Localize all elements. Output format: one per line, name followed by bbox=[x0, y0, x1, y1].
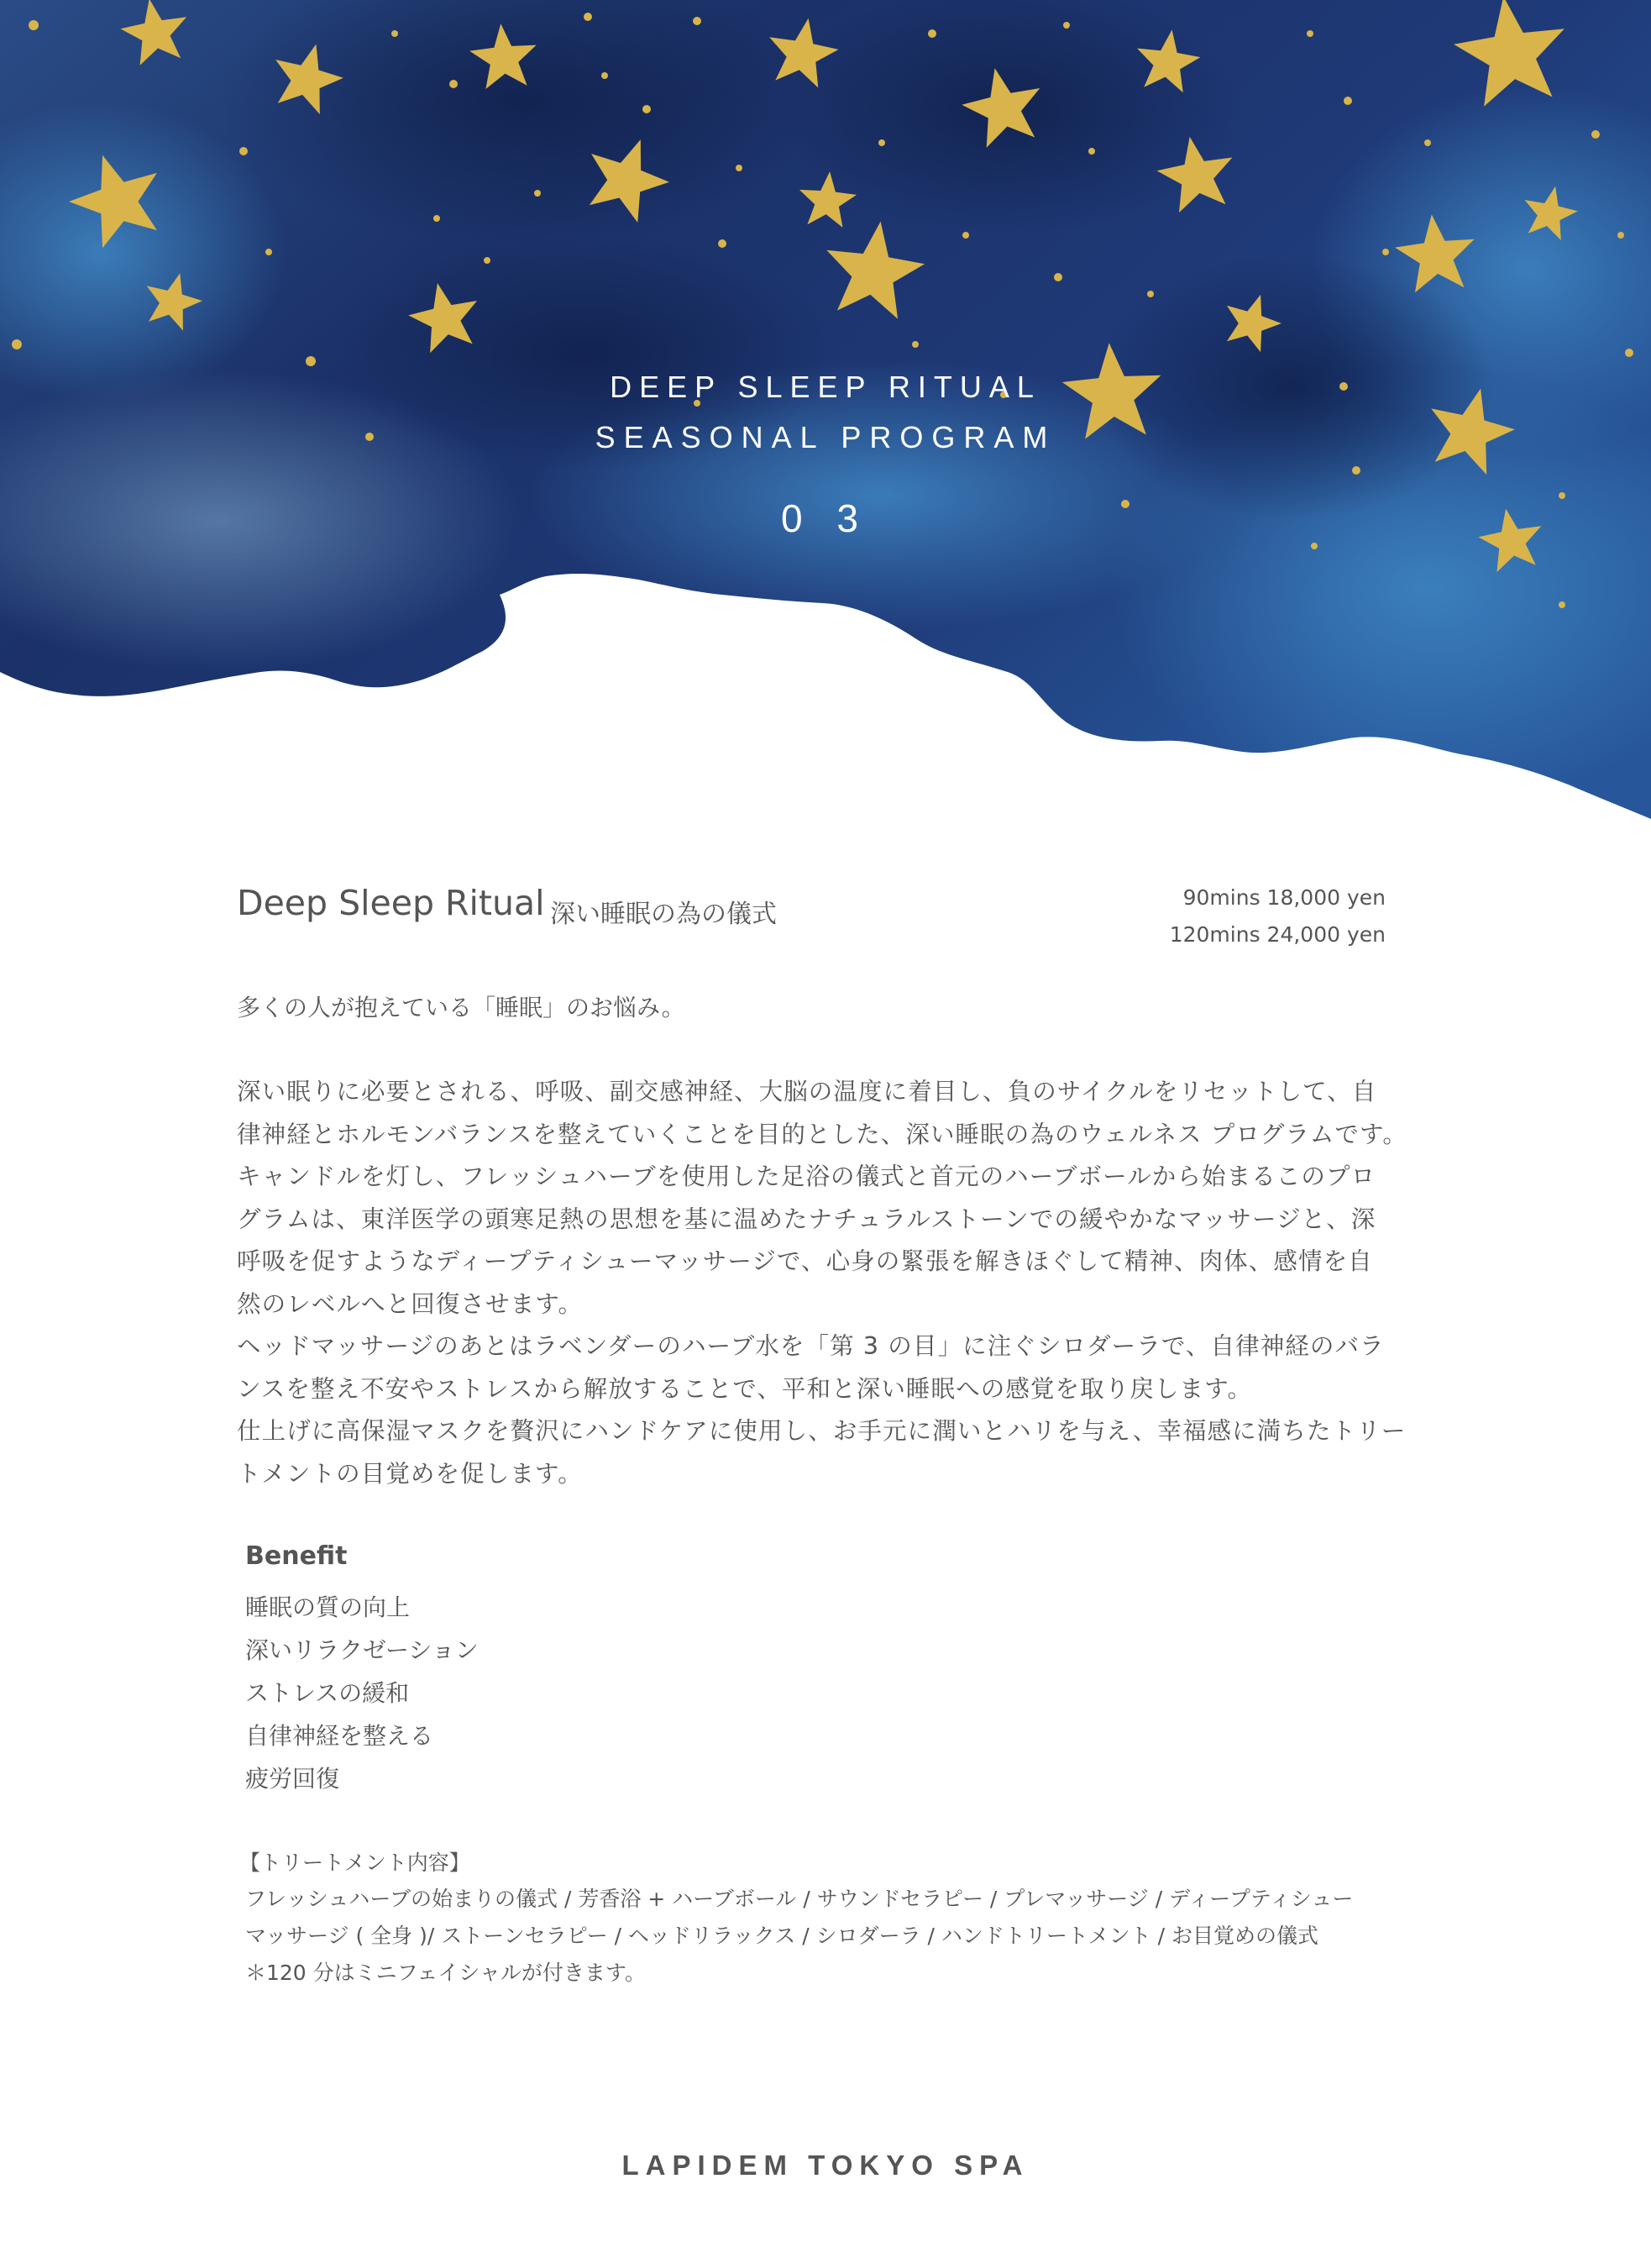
gold-dot bbox=[1344, 97, 1352, 105]
program-subtitle: 深い睡眠の為の儀式 bbox=[550, 900, 777, 929]
description-line: 深い眠りに必要とされる、呼吸、副交感神経、大脳の温度に着目し、負のサイクルをリセットして、自 bbox=[237, 1078, 1377, 1105]
gold-dot bbox=[642, 105, 651, 113]
price-120: 120mins 24,000 yen bbox=[1169, 922, 1386, 947]
gold-dot bbox=[1063, 22, 1070, 29]
benefit-item: 自律神経を整える bbox=[245, 1722, 434, 1750]
gold-dot bbox=[1307, 30, 1313, 37]
hero-number: 0 3 bbox=[781, 496, 870, 540]
benefit-item: 睡眠の質の向上 bbox=[245, 1593, 411, 1621]
benefit-list bbox=[245, 1586, 479, 1800]
hero-title: DEEP SLEEP RITUAL bbox=[610, 370, 1041, 404]
gold-dot bbox=[1311, 543, 1318, 549]
gold-dot bbox=[265, 249, 272, 255]
gold-dot bbox=[962, 232, 969, 239]
description-line: グラムは、東洋医学の頭寒足熱の思想を基に温めたナチュラルストーンでの緩やかなマッサージと、深 bbox=[237, 1205, 1376, 1233]
gold-dot bbox=[433, 215, 440, 222]
lead-text: 多くの人が抱えている「睡眠」のお悩み。 bbox=[237, 994, 685, 1021]
gold-dot bbox=[928, 29, 936, 38]
description-line: 呼吸を促すようなディープティシューマッサージで、心身の緊張を解きほぐして精神、肉体、感情を自 bbox=[237, 1247, 1373, 1275]
benefit-item: 疲労回復 bbox=[245, 1765, 340, 1793]
benefit-heading: Benefit bbox=[245, 1541, 348, 1571]
treatment-line: マッサージ ( 全身 )/ ストーンセラピー / ヘッドリラックス / シロダーラ / ハンドトリートメント / お目覚めの儀式 bbox=[245, 1924, 1318, 1948]
gold-dot bbox=[449, 80, 458, 88]
gold-dot bbox=[484, 257, 490, 264]
gold-dot bbox=[1054, 273, 1062, 281]
description-line: トメントの目覚めを促します。 bbox=[237, 1459, 583, 1488]
gold-dot bbox=[1424, 139, 1431, 146]
gold-dot bbox=[1625, 349, 1633, 357]
gold-dot bbox=[718, 239, 726, 248]
gold-dot bbox=[1147, 291, 1154, 297]
gold-dot bbox=[29, 20, 39, 30]
gold-dot bbox=[1591, 130, 1600, 139]
hero-subtitle: SEASONAL PROGRAM bbox=[595, 420, 1056, 454]
benefit-item: 深いリラクゼーション bbox=[245, 1636, 479, 1664]
treatment-line: ＊120 分はミニフェイシャルが付きます。 bbox=[245, 1961, 646, 1985]
gold-dot bbox=[239, 147, 248, 155]
treatment-content bbox=[245, 1881, 1353, 1992]
description-line: 律神経とホルモンバランスを整えていくことを目的とした、深い睡眠の為のウェルネス プログラムです。 bbox=[237, 1120, 1407, 1148]
gold-dot bbox=[736, 165, 742, 171]
gold-dot bbox=[584, 13, 592, 21]
program-title: Deep Sleep Ritual bbox=[237, 883, 545, 923]
gold-dot bbox=[1352, 466, 1360, 475]
gold-dot bbox=[1088, 148, 1095, 155]
description-line: 然のレベルへと回復させます。 bbox=[237, 1289, 584, 1318]
description-line: キャンドルを灯し、フレッシュハーブを使用した足浴の儀式と首元のハーブボールから始まるこのプロ bbox=[237, 1163, 1376, 1190]
description-line: ンスを整え不安やストレスから解放することで、平和と深い睡眠への感覚を取り戻します。 bbox=[237, 1374, 1253, 1403]
gold-dot bbox=[1617, 232, 1624, 239]
gold-dot bbox=[306, 356, 316, 366]
gold-dot bbox=[878, 139, 885, 146]
description-line: 仕上げに高保湿マスクを贅沢にハンドケアに使用し、お手元に潤いとハリを与え、幸福感に満ちたトリー bbox=[237, 1417, 1407, 1445]
gold-dot bbox=[912, 341, 919, 348]
gold-dot bbox=[12, 339, 22, 349]
description-line: ヘッドマッサージのあとはラベンダーのハーブ水を「第 3 の目」に注ぐシロダーラで、自律神経のバラ bbox=[237, 1332, 1385, 1360]
gold-dot bbox=[1559, 601, 1565, 608]
brand-footer: LAPIDEM TOKYO SPA bbox=[621, 2150, 1030, 2181]
gold-dot bbox=[391, 30, 398, 37]
description bbox=[237, 1071, 1413, 1495]
gold-dot bbox=[693, 17, 701, 25]
treatment-line: フレッシュハーブの始まりの儀式 / 芳香浴 + ハーブボール / サウンドセラピー / プレマッサージ / ディープティシュー bbox=[245, 1887, 1354, 1911]
treatment-heading: 【トリートメント内容】 bbox=[239, 1851, 470, 1875]
gold-dot bbox=[534, 190, 541, 197]
gold-dot bbox=[1382, 249, 1389, 255]
price-90: 90mins 18,000 yen bbox=[1182, 885, 1386, 910]
gold-dot bbox=[601, 72, 608, 79]
benefit-item: ストレスの緩和 bbox=[245, 1679, 410, 1707]
